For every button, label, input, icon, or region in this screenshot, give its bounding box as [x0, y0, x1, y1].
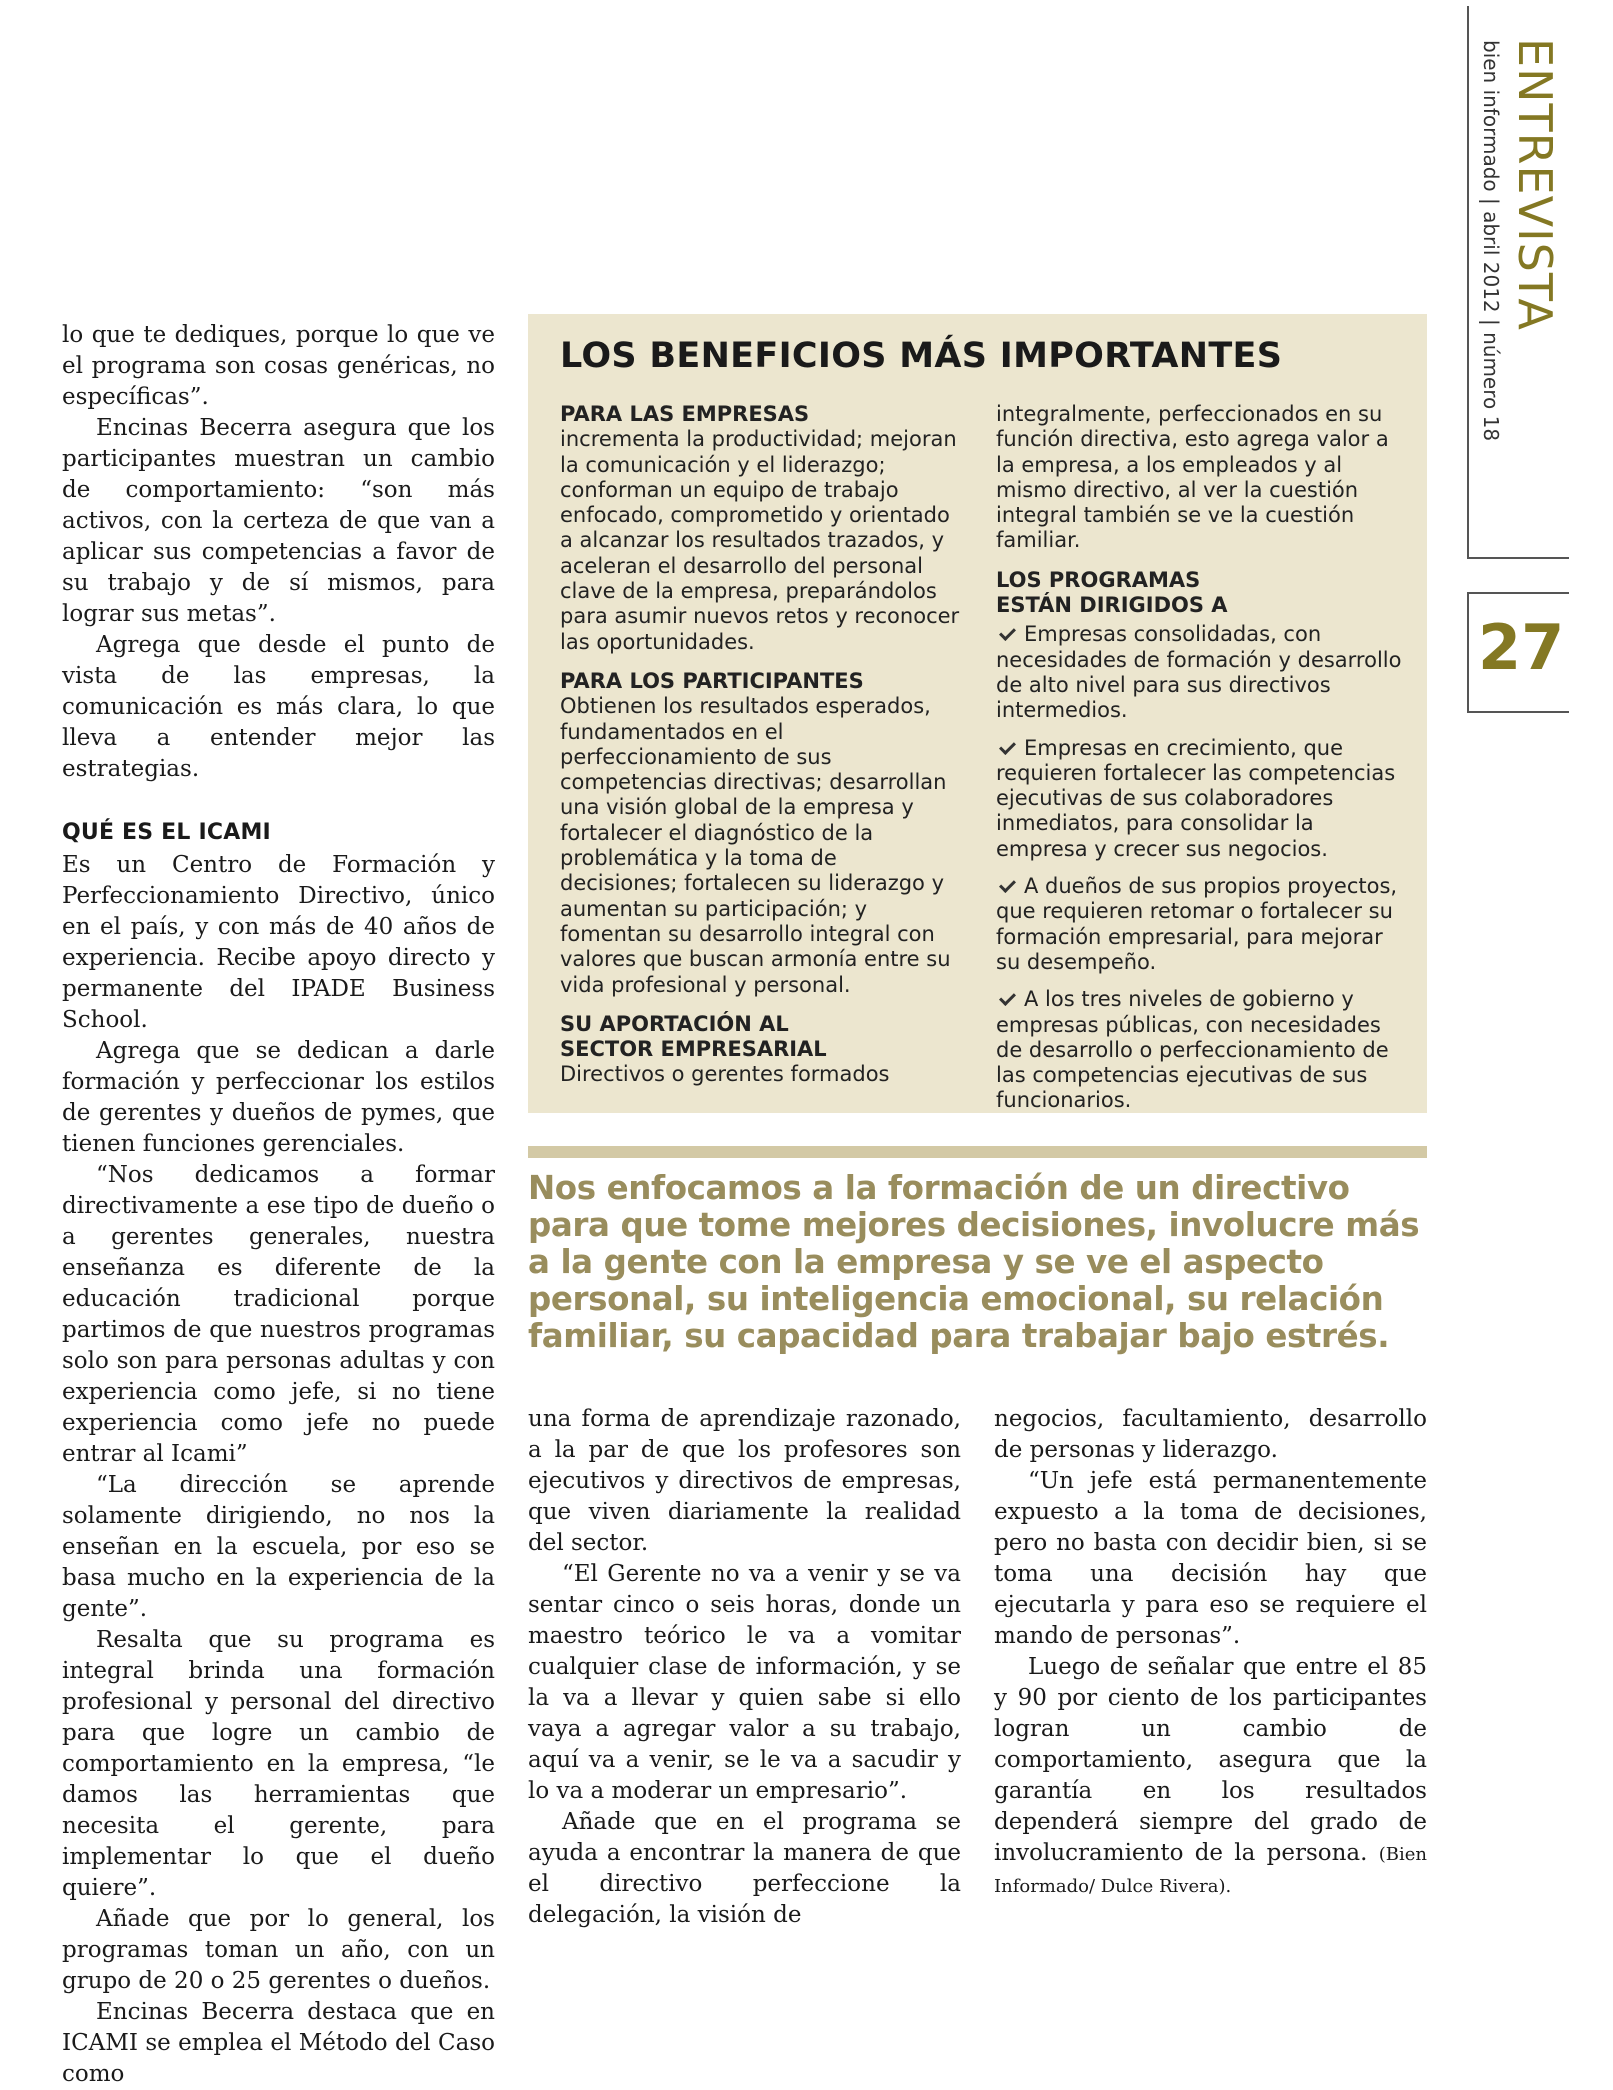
box-text: integralmente, perfeccionados en su función directiva, esto agrega valor a la empresa, a los empleados y al mismo directivo, al ver la cuestión integral también se ve la cuestión familiar.	[996, 402, 1389, 553]
section-label: ENTREVISTA	[1508, 38, 1562, 331]
paragraph: Agrega que se dedican a darle formación y perfeccionar los estilos de gerentes y dueños de pymes, que tienen funciones gerenciales.	[62, 1038, 495, 1157]
pull-quote: Nos enfocamos a la formación de un directivo para que tome mejores decisiones, involucre más a la gente con la empresa y se ve el aspecto personal, su inteligencia emocional, su relación familiar, su capacidad para trabajar bajo estrés.	[528, 1169, 1420, 1355]
target-item-text: Empresas en crecimiento, que requieren fortalecer las competencias ejecutivas de sus colaboradores inmediatos, para consolidar la empresa y crecer sus negocios.	[996, 735, 1396, 861]
target-item	[996, 987, 1406, 1113]
paragraph: Añade que por lo general, los programas toman un año, con un grupo de 20 o 25 gerentes o dueños.	[62, 1906, 495, 1994]
box-heading: SECTOR EMPRESARIAL	[560, 1037, 827, 1062]
byline-credit: (Bien Informado/ Dulce Rivera).	[994, 1844, 1427, 1897]
sidebar-divider	[1467, 6, 1469, 559]
target-item-text: A los tres niveles de gobierno y empresas públicas, con necesidades de desarrollo o perfeccionamiento de las competencias ejecutivas de sus funcionarios.	[996, 987, 1389, 1113]
box-title: LOS BENEFICIOS MÁS IMPORTANTES	[560, 336, 1283, 376]
section-heading: QUÉ ES EL ICAMI	[62, 820, 271, 845]
paragraph: “El Gerente no va a venir y se va sentar cinco o seis horas, donde un maestro teórico le va a vomitar cualquier clase de información, y se la va a llevar y quien sabe si ello vaya a agregar valor a su trabajo, aquí va a venir, se le va a sacudir y lo va a moderar un empresario”.	[528, 1561, 961, 1804]
sidebar-divider	[1467, 557, 1569, 559]
page-number: 27	[1478, 611, 1565, 684]
paragraph: Encinas Becerra destaca que en ICAMI se emplea el Método del Caso como	[62, 1999, 495, 2087]
paragraph: negocios, facultamiento, desarrollo de personas y liderazgo.	[994, 1406, 1427, 1463]
paragraph: “Nos dedicamos a formar directivamente a ese tipo de dueño o a gerentes generales, nuestra enseñanza es diferente de la educación tradicional porque partimos de que nuestros programas solo son para personas adultas y con experiencia como jefe, si no tiene experiencia como jefe no puede entrar al Icami”	[62, 1162, 495, 1467]
paragraph: “La dirección se aprende solamente dirigiendo, no nos la enseñan en la escuela, por eso se basa mucho en la experiencia de la gente”.	[62, 1472, 495, 1622]
check-icon	[999, 738, 1016, 755]
box-column-left	[560, 402, 960, 1088]
target-item-text: Empresas consolidadas, con necesidades de formación y desarrollo de alto nivel para sus directivos intermedios.	[996, 622, 1402, 723]
paragraph: lo que te dediques, porque lo que ve el programa son cosas genéricas, no específicas”.	[62, 322, 495, 410]
box-heading: LOS PROGRAMAS	[996, 567, 1201, 592]
target-item	[996, 736, 1406, 862]
check-icon	[999, 876, 1016, 893]
paragraph: una forma de aprendizaje razonado, a la par de que los profesores son ejecutivos y directivos de empresas, que viven diariamente la realidad del sector.	[528, 1406, 961, 1556]
box-heading: PARA LAS EMPRESAS	[560, 402, 810, 426]
check-icon	[999, 624, 1016, 641]
box-heading: SU APORTACIÓN AL	[560, 1011, 789, 1036]
paragraph-text: Luego de señalar que entre el 85 y 90 por ciento de los participantes logran un cambio de comportamiento, asegura que la garantía en los resultados dependerá siempre del grado de involucramiento de la persona.	[994, 1654, 1427, 1866]
box-heading: PARA LOS PARTICIPANTES	[560, 668, 864, 693]
box-heading: ESTÁN DIRIGIDOS A	[996, 593, 1228, 618]
box-text: Obtienen los resultados esperados, fundamentados en el perfeccionamiento de sus competencias directivas; desarrollan una visión global de la empresa y fortalecer el diagnóstico de la problemática y la toma de decisiones; fortalecen su liderazgo y aumentan su participación; y fomentan su desarrollo integral con valores que buscan armonía entre su vida profesional y personal.	[560, 694, 951, 997]
paragraph: Añade que en el programa se ayuda a encontrar la manera de que el directivo perfeccione la delegación, la visión de	[528, 1809, 961, 1928]
article-column-3	[994, 1404, 1427, 1902]
paragraph	[994, 1652, 1427, 1902]
target-item	[996, 874, 1406, 975]
article-column-2	[528, 1404, 961, 1931]
issue-info: bien informado | abril 2012 | número 18	[1479, 40, 1503, 442]
box-text: Directivos o gerentes formados	[560, 1062, 890, 1087]
target-item	[996, 622, 1406, 723]
page-number-frame	[1467, 592, 1469, 711]
box-text: incrementa la productividad; mejoran la comunicación y el liderazgo; conforman un equipo de trabajo enfocado, comprometido y orientado a alcanzar los resultados trazados, y aceleran el desarrollo del personal clave de la empresa, preparándolos para asumir nuevos retos y reconocer las oportunidades.	[560, 427, 960, 654]
paragraph: Agrega que desde el punto de vista de las empresas, la comunicación es más clara, lo que lleva a entender mejor las estrategias.	[62, 632, 495, 782]
box-column-right	[996, 402, 1406, 1126]
page-number-frame	[1467, 592, 1569, 594]
paragraph: Es un Centro de Formación y Perfeccionamiento Directivo, único en el país, y con más de 40 años de experiencia. Recibe apoyo directo y permanente del IPADE Business School.	[62, 852, 495, 1033]
check-icon	[999, 989, 1016, 1006]
article-column-1	[62, 320, 495, 2090]
page-number-frame	[1467, 711, 1569, 713]
paragraph: Encinas Becerra asegura que los participantes muestran un cambio de comportamiento: “son más activos, con la certeza de que van a aplicar sus competencias a favor de su trabajo y de sí mismos, para lograr sus metas”.	[62, 415, 495, 627]
pull-quote-rule	[528, 1146, 1427, 1158]
paragraph: “Un jefe está permanentemente expuesto a la toma de decisiones, pero no basta con decidir bien, si se toma una decisión hay que ejecutarla y para eso se requiere el mando de personas”.	[994, 1468, 1427, 1649]
target-item-text: A dueños de sus propios proyectos, que requieren retomar o fortalecer su formación empresarial, para mejorar su desempeño.	[996, 874, 1398, 974]
paragraph: Resalta que su programa es integral brinda una formación profesional y personal del directivo para que logre un cambio de comportamiento en la empresa, “le damos las herramientas que necesita el gerente, para implementar lo que el dueño quiere”.	[62, 1627, 495, 1901]
